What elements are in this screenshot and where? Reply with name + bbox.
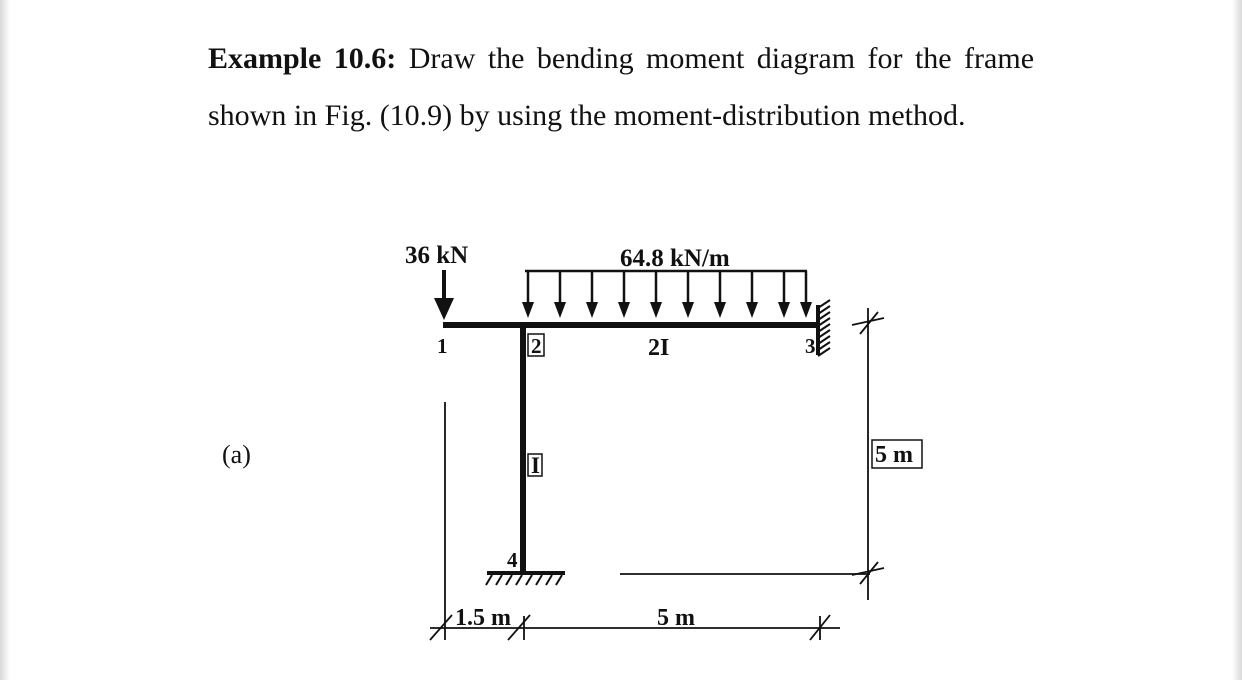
node-label-3: 3 (805, 334, 816, 358)
fixed-support-4 (486, 573, 565, 585)
distributed-load (522, 271, 812, 318)
distributed-load-label: 64.8 kN/m (620, 245, 730, 272)
height-dimension-label: 5 m (875, 442, 913, 468)
column-inertia-label: I (531, 453, 540, 478)
node-label-1: 1 (437, 334, 448, 358)
example-label: Example 10.6: (208, 42, 397, 75)
span-dimension-label: 5 m (657, 605, 695, 631)
point-load-label: 36 kN (405, 242, 469, 269)
node-label-2: 2 (531, 334, 542, 358)
subfigure-label: (a) (222, 440, 251, 469)
problem-text: Draw the bending moment diagram for the frame shown in Fig. (10.9) by using the moment-distribution method. (208, 42, 1035, 132)
node-label-4: 4 (507, 548, 518, 572)
point-load-arrow (434, 270, 454, 320)
beam-inertia-label: 2I (648, 335, 670, 361)
overhang-dimension-label: 1.5 m (455, 605, 511, 631)
fixed-support-3 (818, 300, 830, 356)
